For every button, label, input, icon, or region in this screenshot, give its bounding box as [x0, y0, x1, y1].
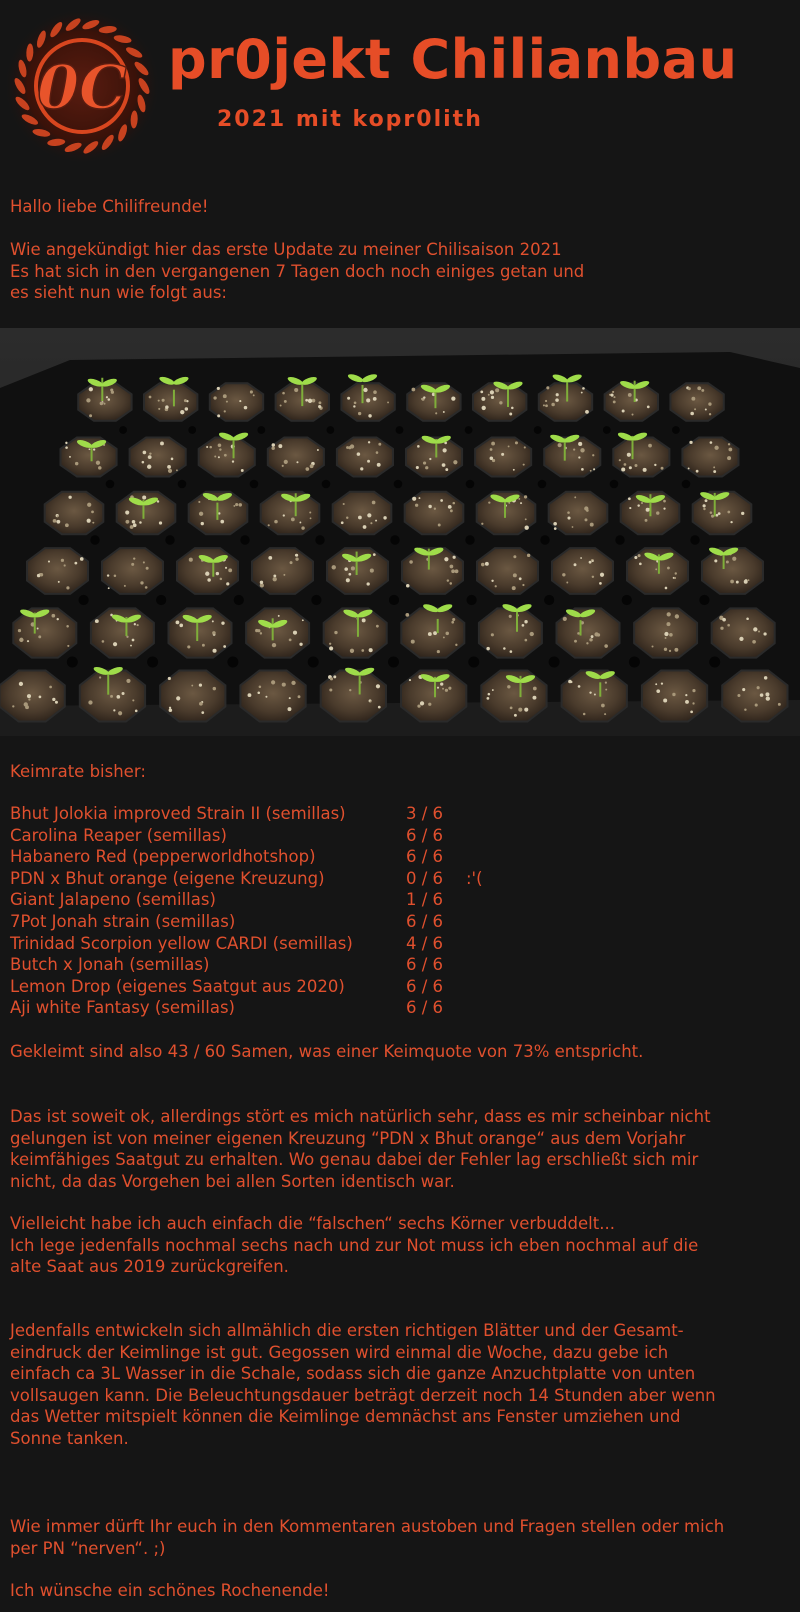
intro-line-2: Es hat sich in den vergangenen 7 Tagen doch noch einiges getan und [10, 262, 585, 281]
germination-note: :'( [466, 868, 483, 888]
logo-text: 0C [37, 53, 127, 123]
germination-name: Habanero Red (pepperworldhotshop) [10, 847, 316, 867]
page-title: pr0jekt Chilianbau [168, 28, 738, 91]
intro-line-3: es sieht nun wie folgt aus: [10, 283, 227, 302]
germination-note [466, 889, 483, 911]
germination-name: Aji white Fantasy (semillas) [10, 998, 235, 1018]
paragraph-line: Ich lege jedenfalls nochmal sechs nach und zur Not muss ich eben nochmal auf die [10, 1235, 699, 1255]
germination-heading: Keimrate bisher: [10, 762, 146, 781]
germination-row [10, 911, 483, 933]
paragraph-line: per PN “nerven“. ;) [10, 1538, 166, 1558]
germination-score: 6 / 6 [406, 998, 444, 1018]
germination-row [10, 803, 483, 825]
germination-note [466, 954, 483, 976]
germination-score: 6 / 6 [406, 976, 444, 996]
germination-row [10, 954, 483, 976]
germination-score: 0 / 6 [406, 868, 444, 888]
closing-text: Ich wünsche ein schönes Rochenende! [10, 1581, 330, 1600]
paragraph-line: das Wetter mitspielt können die Keimlinge demnächst ans Fenster umziehen und [10, 1407, 681, 1427]
paragraph-line: keimfähiges Saatgut zu erhalten. Wo genau dabei der Fehler lag erschließt sich mir [10, 1150, 699, 1170]
greeting-text: Hallo liebe Chilifreunde! [10, 197, 209, 216]
germination-note [466, 846, 483, 868]
germination-score: 6 / 6 [406, 911, 444, 931]
germination-score: 6 / 6 [406, 825, 444, 845]
germination-name: Trinidad Scorpion yellow CARDI (semillas) [10, 933, 353, 953]
germination-note [466, 803, 483, 825]
germination-note [466, 997, 483, 1019]
germination-name: Carolina Reaper (semillas) [10, 825, 227, 845]
paragraph-3 [10, 1320, 795, 1450]
oc-logo-icon [2, 8, 162, 168]
page-subtitle: 2021 mit kopr0lith [217, 107, 483, 132]
germination-row [10, 976, 483, 998]
paragraph-1 [10, 1106, 795, 1192]
paragraph-line: Vielleicht habe ich auch einfach die “falschen“ sechs Körner verbuddelt... [10, 1214, 615, 1233]
germination-note [466, 976, 483, 998]
paragraph-4 [10, 1516, 795, 1559]
paragraph-2 [10, 1213, 795, 1278]
germination-name: Butch x Jonah (semillas) [10, 955, 210, 975]
germination-note [466, 825, 483, 847]
germination-score: 1 / 6 [406, 890, 444, 910]
germination-row [10, 889, 483, 911]
page-header [0, 0, 800, 175]
germination-summary: Gekleimt sind also 43 / 60 Samen, was einer Keimquote von 73% entspricht. [10, 1042, 644, 1061]
germination-name: 7Pot Jonah strain (semillas) [10, 911, 236, 931]
germination-note [466, 933, 483, 955]
seedling-tray-icon [0, 328, 800, 736]
germination-row [10, 868, 483, 890]
paragraph-line: eindruck der Keimlinge ist gut. Gegossen wird einmal die Woche, dazu gebe ich [10, 1342, 669, 1362]
germination-row [10, 846, 483, 868]
germination-row [10, 933, 483, 955]
paragraph-line: nicht, da das Vorgehen bei allen Sorten identisch war. [10, 1171, 455, 1191]
paragraph-line: vollsaugen kann. Die Beleuchtungsdauer beträgt derzeit noch 14 Stunden aber wenn [10, 1385, 716, 1405]
germination-name: Lemon Drop (eigenes Saatgut aus 2020) [10, 976, 345, 996]
germination-table [10, 803, 483, 1019]
paragraph-line: alte Saat aus 2019 zurückgreifen. [10, 1257, 289, 1277]
paragraph-line: Sonne tanken. [10, 1428, 129, 1448]
germination-score: 6 / 6 [406, 955, 444, 975]
germination-score: 6 / 6 [406, 847, 444, 867]
germination-note [466, 911, 483, 933]
germination-row [10, 997, 483, 1019]
paragraph-line: Das ist soweit ok, allerdings stört es mich natürlich sehr, dass es mir scheinbar nicht [10, 1107, 711, 1126]
germination-score: 3 / 6 [406, 804, 444, 823]
paragraph-line: Wie immer dürft Ihr euch in den Kommentaren austoben und Fragen stellen oder mich [10, 1517, 725, 1536]
seedling-tray-photo [0, 328, 800, 736]
paragraph-line: einfach ca 3L Wasser in die Schale, sodass sich die ganze Anzuchtplatte von unten [10, 1364, 696, 1384]
paragraph-line: gelungen ist von meiner eigenen Kreuzung “PDN x Bhut orange“ aus dem Vorjahr [10, 1128, 686, 1148]
germination-name: PDN x Bhut orange (eigene Kreuzung) [10, 868, 325, 888]
paragraph-line: Jedenfalls entwickeln sich allmählich die ersten richtigen Blätter und der Gesamt- [10, 1321, 684, 1340]
germination-name: Bhut Jolokia improved Strain II (semillas) [10, 804, 346, 823]
germination-row [10, 825, 483, 847]
germination-name: Giant Jalapeno (semillas) [10, 890, 216, 910]
intro-line-1: Wie angekündigt hier das erste Update zu meiner Chilisaison 2021 [10, 240, 562, 259]
germination-score: 4 / 6 [406, 933, 444, 953]
